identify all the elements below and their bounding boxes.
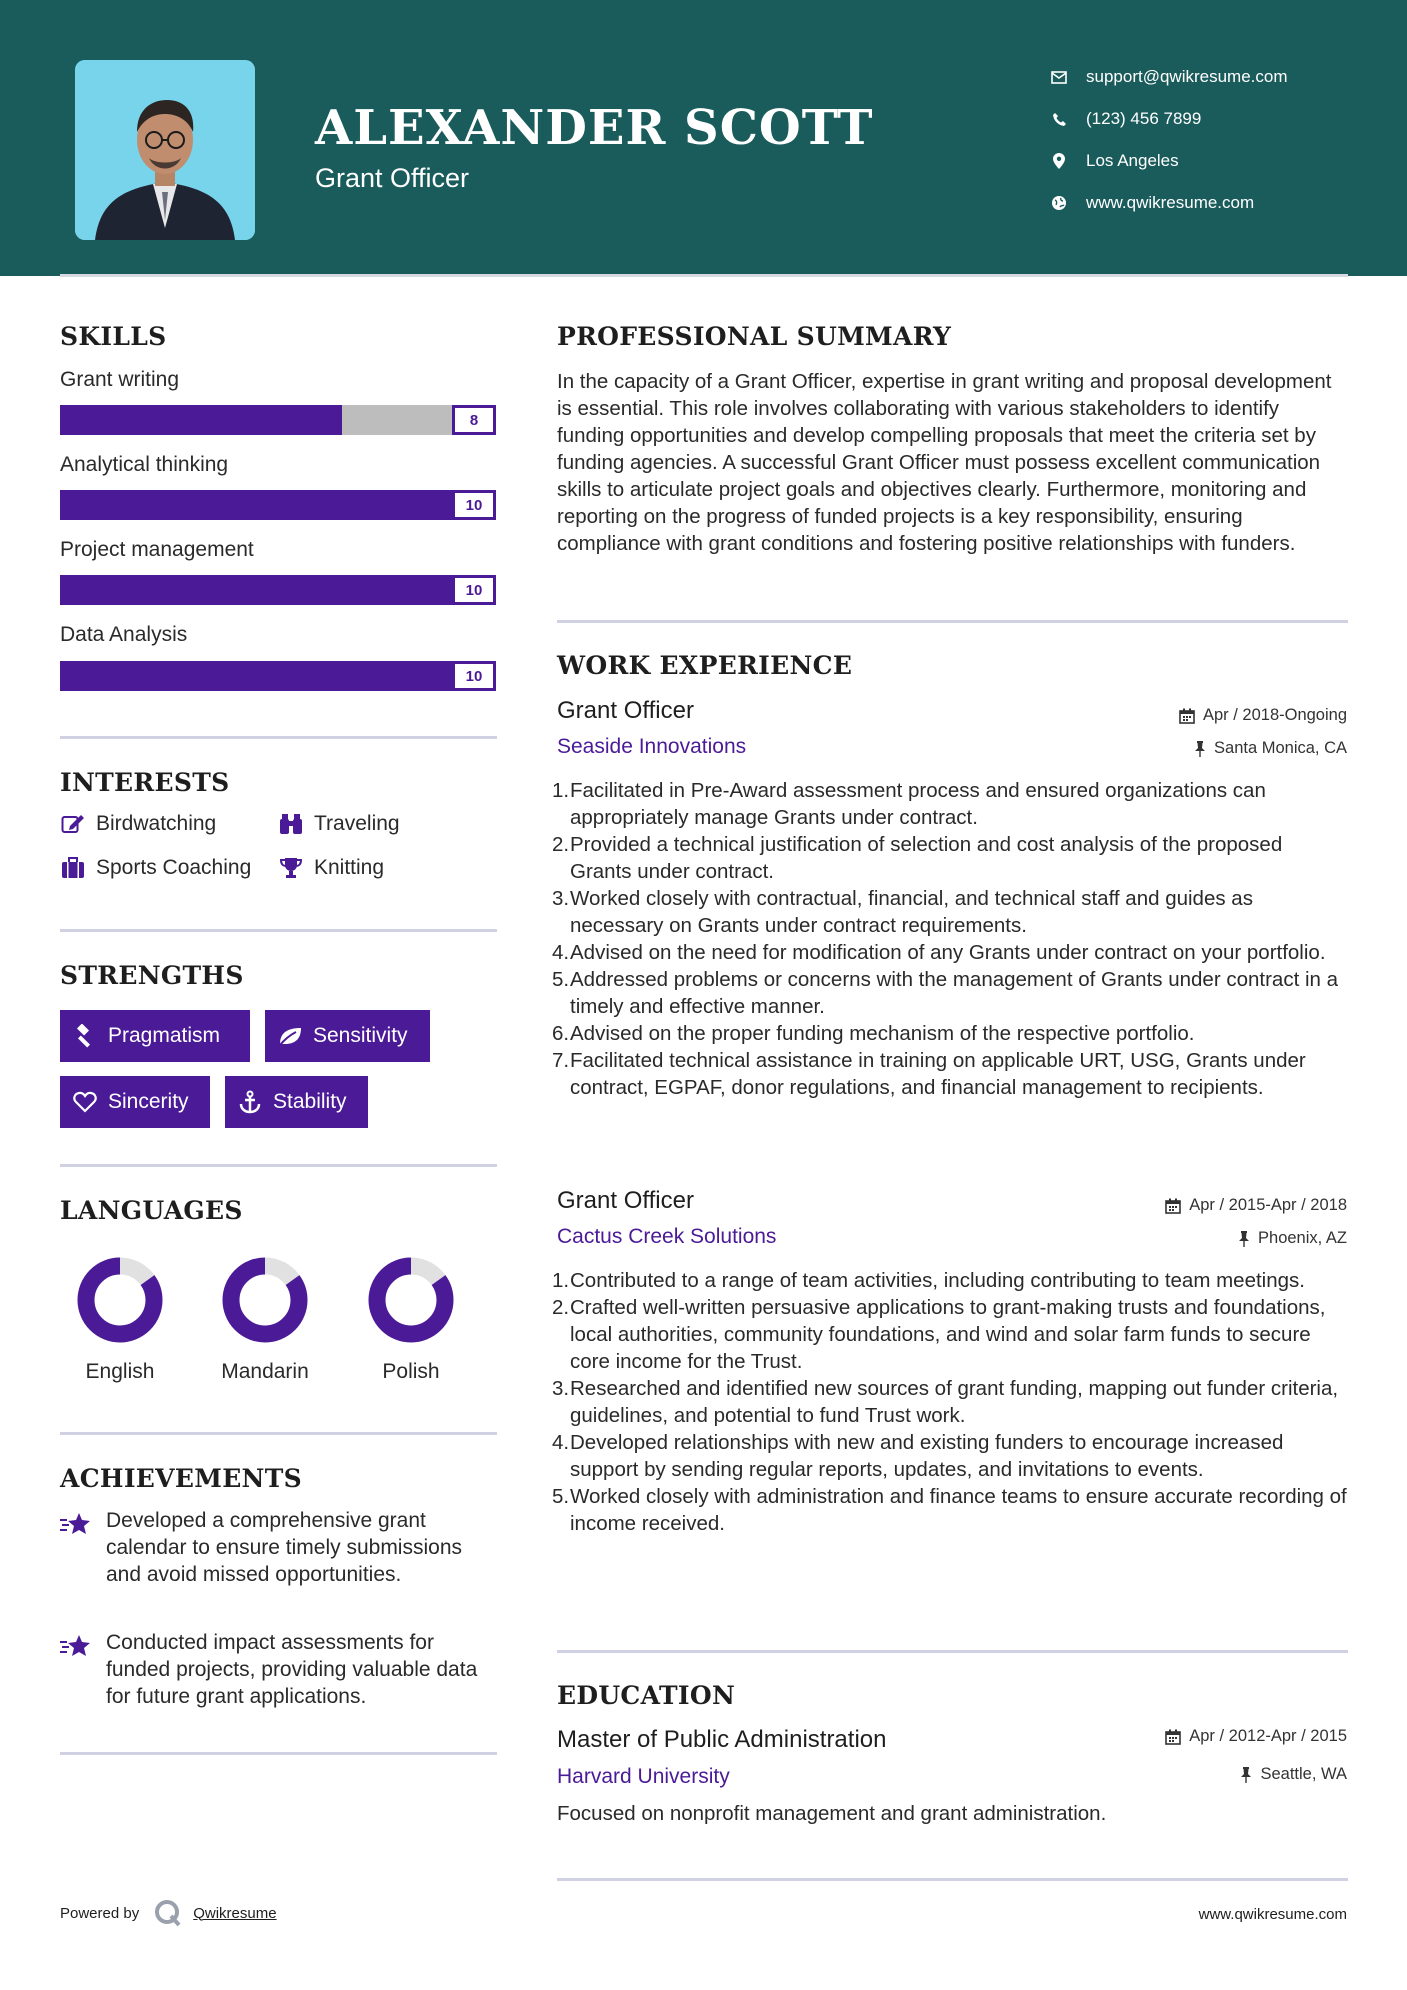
list-item: 3. Researched and identified new sources of grant funding, mapping out funder criteria, guidelines, and potential to fund Trust work. <box>552 1377 1339 1427</box>
skill-bar <box>60 405 496 435</box>
experience-heading: WORK EXPERIENCE <box>557 651 853 680</box>
strength-label: Sincerity <box>108 1090 189 1113</box>
language-item <box>60 1255 180 1384</box>
job-dates <box>1179 706 1347 725</box>
pushpin-icon <box>1194 741 1206 757</box>
education-location <box>1240 1765 1347 1784</box>
skill-bar-fill <box>60 661 496 691</box>
language-item <box>205 1255 325 1384</box>
footer-powered-by <box>60 1898 277 1928</box>
brand-link[interactable]: Qwikresume <box>193 1904 277 1922</box>
gavel-icon <box>72 1023 98 1049</box>
header-divider <box>60 274 1348 277</box>
list-item: 1. Contributed to a range of team activities, including contributing to team meetings. <box>552 1269 1305 1292</box>
job-dates-text: Apr / 2015-Apr / 2018 <box>1189 1196 1347 1214</box>
achievement-text: Developed a comprehensive grant calendar to ensure timely submissions and avoid missed opportunities. <box>106 1509 462 1586</box>
candidate-role: Grant Officer <box>315 163 470 193</box>
language-label: English <box>85 1360 155 1383</box>
skill-label: Analytical thinking <box>60 453 229 476</box>
strength-label: Pragmatism <box>108 1024 221 1047</box>
job-dates <box>1165 1196 1347 1215</box>
strength-label: Stability <box>273 1090 347 1113</box>
skill-label: Grant writing <box>60 368 180 391</box>
pushpin-icon <box>1238 1231 1250 1247</box>
list-item: 1. Facilitated in Pre-Award assessment process and ensured organizations can appropriately manage Grants under contract. <box>552 779 1266 829</box>
contact-location-text: Los Angeles <box>1086 151 1179 170</box>
interest-label: Birdwatching <box>96 812 217 835</box>
list-item: 7. Facilitated technical assistance in training on applicable URT, USG, Grants under contract, EGPAF, donor regulations, and financial management to recipients. <box>552 1049 1306 1099</box>
job-location <box>1238 1229 1347 1248</box>
section-divider <box>60 736 497 739</box>
contact-phone[interactable] <box>1048 98 1288 140</box>
interest-label: Knitting <box>314 856 385 879</box>
powered-by-label: Powered by <box>60 1904 140 1922</box>
education-heading: EDUCATION <box>557 1681 736 1710</box>
contact-phone-text: (123) 456 7899 <box>1086 109 1202 128</box>
interests-heading: INTERESTS <box>60 768 230 797</box>
skill-label: Project management <box>60 538 254 561</box>
skill-score: 8 <box>452 405 496 435</box>
list-item: 4. Developed relationships with new and existing funders to encourage increased support by sending regular reports, updates, and invitations to events. <box>552 1431 1284 1481</box>
company-name: Seaside Innovations <box>557 735 747 758</box>
globe-icon <box>1048 193 1070 213</box>
summary-heading: PROFESSIONAL SUMMARY <box>557 322 952 351</box>
section-divider <box>60 1164 497 1167</box>
pushpin-icon <box>1240 1767 1252 1783</box>
section-divider <box>60 1432 497 1435</box>
education-dates <box>1165 1727 1347 1746</box>
language-label: Mandarin <box>221 1360 309 1383</box>
education-location-text: Seattle, WA <box>1260 1765 1347 1783</box>
education-dates-text: Apr / 2012-Apr / 2015 <box>1189 1727 1347 1745</box>
interest-item <box>278 856 384 880</box>
language-donut <box>75 1255 165 1345</box>
skill-bar <box>60 490 496 520</box>
list-item: 2. Crafted well-written persuasive applications to grant-making trusts and foundations, local authorities, community foundations, and wind and solar farm funds to secure core income for the Trust. <box>552 1296 1326 1373</box>
contact-website[interactable] <box>1048 182 1288 224</box>
binoculars-icon <box>278 812 304 836</box>
job-bullets <box>552 1267 1347 1537</box>
candidate-name: ALEXANDER SCOTT <box>315 100 874 156</box>
job-location-text: Phoenix, AZ <box>1258 1229 1347 1247</box>
skill-score: 10 <box>452 575 496 605</box>
summary-text: In the capacity of a Grant Officer, expertise in grant writing and proposal development is essential. This role involves collaborating with various stakeholders to identify funding opportunities and develop compelling proposals that meet the criteria set by funding agencies. A successful Grant Officer must possess excellent communication skills to articulate project goals and objectives clearly. Furthermore, monitoring and reporting on the progress of funded projects is a key responsibility, ensuring compliance with grant conditions and fostering positive relationships with funders. <box>557 370 1332 555</box>
interest-item <box>278 812 400 836</box>
section-divider <box>557 1878 1348 1881</box>
language-donut <box>366 1255 456 1345</box>
qwikresume-logo-icon <box>153 1898 183 1928</box>
skill-bar <box>60 575 496 605</box>
languages-heading: LANGUAGES <box>60 1196 243 1225</box>
strength-chip <box>60 1076 210 1128</box>
skill-bar-fill <box>60 490 496 520</box>
profile-photo <box>75 60 255 240</box>
interest-label: Traveling <box>314 812 400 835</box>
footer-website[interactable]: www.qwikresume.com <box>1198 1906 1347 1923</box>
skill-bar-fill <box>60 405 342 435</box>
contact-location <box>1048 140 1288 182</box>
language-donut <box>220 1255 310 1345</box>
list-item: 5. Addressed problems or concerns with the management of Grants under contract in a timely and effective manner. <box>552 968 1339 1018</box>
school-name: Harvard University <box>557 1765 730 1788</box>
achievement-text: Conducted impact assessments for funded projects, providing valuable data for future grant applications. <box>106 1631 478 1708</box>
skill-bar-fill <box>60 575 496 605</box>
skills-heading: SKILLS <box>60 322 167 351</box>
list-item: 6. Advised on the proper funding mechanism of the respective portfolio. <box>552 1022 1195 1045</box>
education-description: Focused on nonprofit management and grant administration. <box>557 1802 1107 1825</box>
list-item: 2. Provided a technical justification of selection and cost analysis of the proposed Grants under contract. <box>552 833 1283 883</box>
header-banner <box>0 0 1407 276</box>
job-location <box>1194 739 1347 758</box>
skill-bar <box>60 661 496 691</box>
skill-score: 10 <box>452 661 496 691</box>
calendar-icon <box>1165 1198 1181 1214</box>
shooting-star-icon <box>60 1629 94 1710</box>
degree-title: Master of Public Administration <box>557 1726 887 1753</box>
interest-item <box>60 812 216 836</box>
anchor-icon <box>237 1089 263 1115</box>
section-divider <box>557 1650 1348 1653</box>
skill-score: 10 <box>452 490 496 520</box>
contact-email-text: support@qwikresume.com <box>1086 67 1288 86</box>
briefcase-icon <box>60 856 86 880</box>
contact-website-text: www.qwikresume.com <box>1086 193 1255 212</box>
list-item: 5. Worked closely with administration and finance teams to ensure accurate recording of income received. <box>552 1485 1347 1535</box>
section-divider <box>60 1752 497 1755</box>
job-location-text: Santa Monica, CA <box>1214 739 1347 757</box>
calendar-icon <box>1165 1729 1181 1745</box>
edit-icon <box>60 812 86 836</box>
strengths-heading: STRENGTHS <box>60 961 244 990</box>
contact-email[interactable] <box>1048 56 1288 98</box>
strength-chip <box>225 1076 368 1128</box>
achievement-item <box>60 1629 500 1710</box>
list-item: 4. Advised on the need for modification of any Grants under contract on your portfolio. <box>552 941 1326 964</box>
calendar-icon <box>1179 708 1195 724</box>
interest-item <box>60 856 251 880</box>
job-dates-text: Apr / 2018-Ongoing <box>1202 706 1347 724</box>
company-name: Cactus Creek Solutions <box>557 1225 777 1248</box>
section-divider <box>557 620 1348 623</box>
phone-icon <box>1048 109 1070 129</box>
map-pin-icon <box>1048 151 1070 171</box>
strength-chip <box>60 1010 250 1062</box>
job-title: Grant Officer <box>557 697 694 724</box>
language-label: Polish <box>382 1360 440 1383</box>
heart-icon <box>72 1089 98 1115</box>
achievements-heading: ACHIEVEMENTS <box>60 1464 302 1493</box>
strength-chip <box>265 1010 430 1062</box>
leaf-icon <box>277 1023 303 1049</box>
achievement-item <box>60 1507 500 1588</box>
section-divider <box>60 929 497 932</box>
trophy-icon <box>278 856 304 880</box>
language-item <box>351 1255 471 1384</box>
contact-list <box>1048 56 1288 224</box>
strength-label: Sensitivity <box>313 1024 408 1047</box>
list-item: 3. Worked closely with contractual, financial, and technical staff and guides as necessary on Grants under contract requirements. <box>552 887 1253 937</box>
job-title: Grant Officer <box>557 1187 694 1214</box>
envelope-icon <box>1048 67 1070 87</box>
shooting-star-icon <box>60 1507 94 1588</box>
job-bullets <box>552 777 1347 1101</box>
interest-label: Sports Coaching <box>96 856 252 879</box>
skill-label: Data Analysis <box>60 623 188 646</box>
